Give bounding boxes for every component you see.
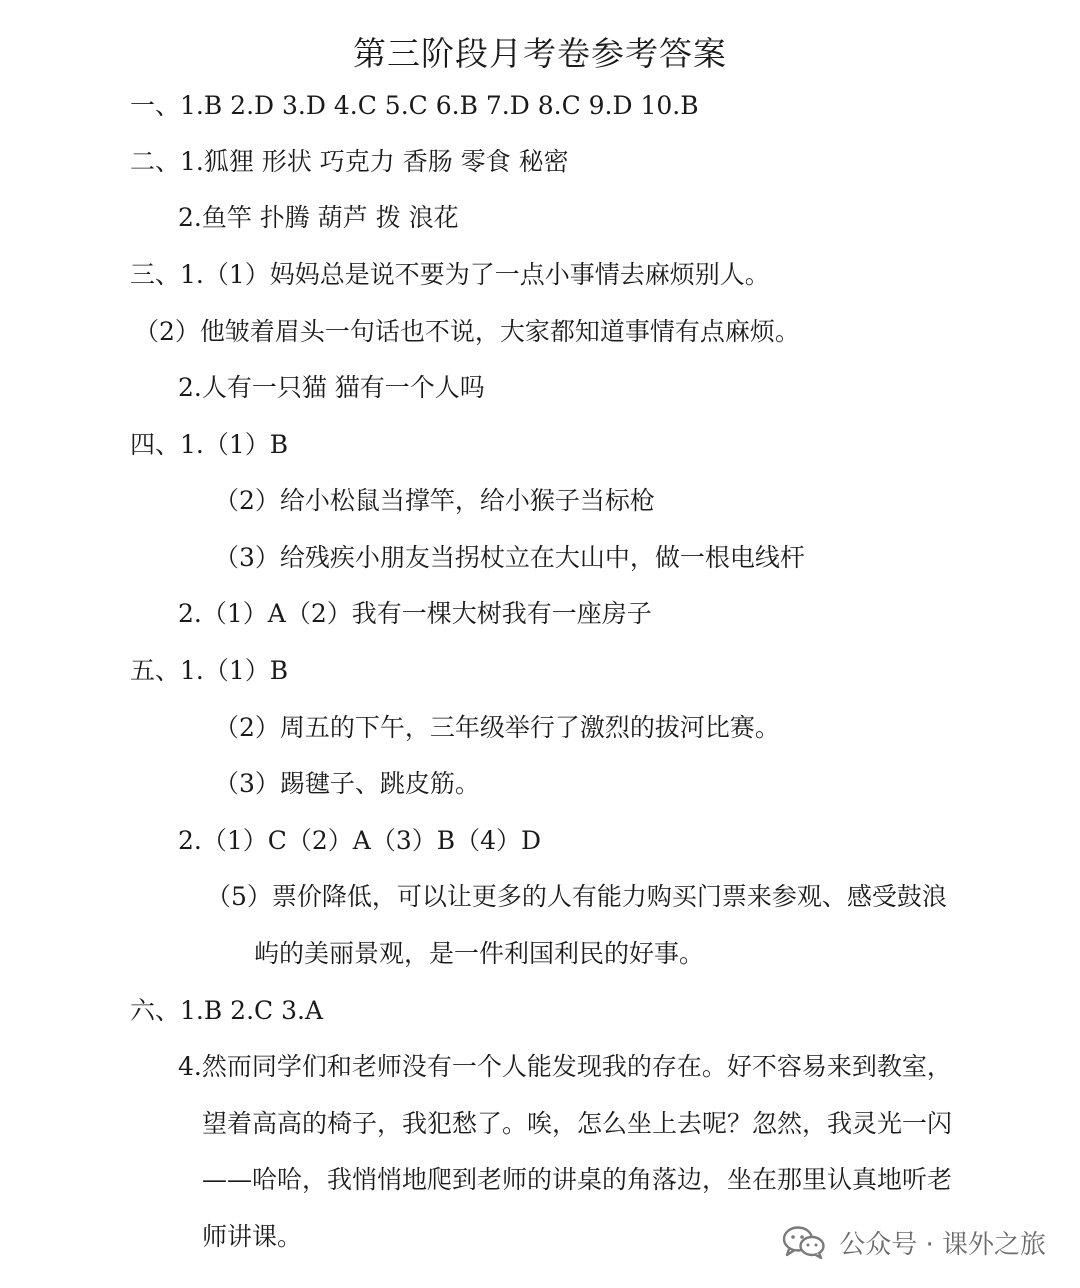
answer-line-8: （2）给小松鼠当撑竿，给小猴子当标枪 [214, 486, 655, 515]
answer-line-7: 四、1.（1）B [130, 430, 289, 459]
answer-line-21: 师讲课。 [202, 1222, 303, 1251]
answer-line-13: （3）踢毽子、跳皮筋。 [214, 769, 480, 798]
watermark-text: 公众号 · 课外之旅 [839, 1229, 1046, 1260]
answer-line-18: 4.然而同学们和老师没有一个人能发现我的存在。好不容易来到教室， [178, 1052, 952, 1081]
answer-line-4: 三、1.（1）妈妈总是说不要为了一点小事情去麻烦别人。 [130, 260, 770, 289]
answer-line-16: 屿的美丽景观，是一件利国利民的好事。 [254, 939, 705, 968]
page-title: 第三阶段月考卷参考答案 [353, 34, 727, 73]
answer-line-10: 2.（1）A（2）我有一棵大树我有一座房子 [178, 599, 652, 628]
answer-line-2: 二、1.狐狸 形状 巧克力 香肠 零食 秘密 [130, 147, 569, 176]
answer-line-11: 五、1.（1）B [130, 656, 289, 685]
answer-line-9: （3）给残疾小朋友当拐杖立在大山中，做一根电线杆 [214, 543, 805, 572]
answer-line-1: 一、1.B 2.D 3.D 4.C 5.C 6.B 7.D 8.C 9.D 10.B [130, 91, 699, 120]
wechat-icon [781, 1225, 827, 1259]
answer-line-15: （5）票价降低，可以让更多的人有能力购买门票来参观、感受鼓浪 [206, 882, 947, 911]
answer-line-6: 2.人有一只猫 猫有一个人吗 [178, 373, 485, 402]
watermark [781, 1222, 1046, 1262]
answer-line-5: （2）他皱着眉头一句话也不说，大家都知道事情有点麻烦。 [134, 317, 800, 346]
answer-line-12: （2）周五的下午，三年级举行了激烈的拔河比赛。 [214, 713, 780, 742]
answer-line-3: 2.鱼竿 扑腾 葫芦 拨 浪花 [178, 203, 459, 232]
answer-line-19: 望着高高的椅子，我犯愁了。唉，怎么坐上去呢？忽然，我灵光一闪 [202, 1109, 953, 1138]
answer-line-17: 六、1.B 2.C 3.A [130, 996, 324, 1025]
answer-line-14: 2.（1）C（2）A（3）B（4）D [178, 826, 542, 855]
answer-line-20: ——哈哈，我悄悄地爬到老师的讲桌的角落边，坐在那里认真地听老 [202, 1165, 953, 1194]
